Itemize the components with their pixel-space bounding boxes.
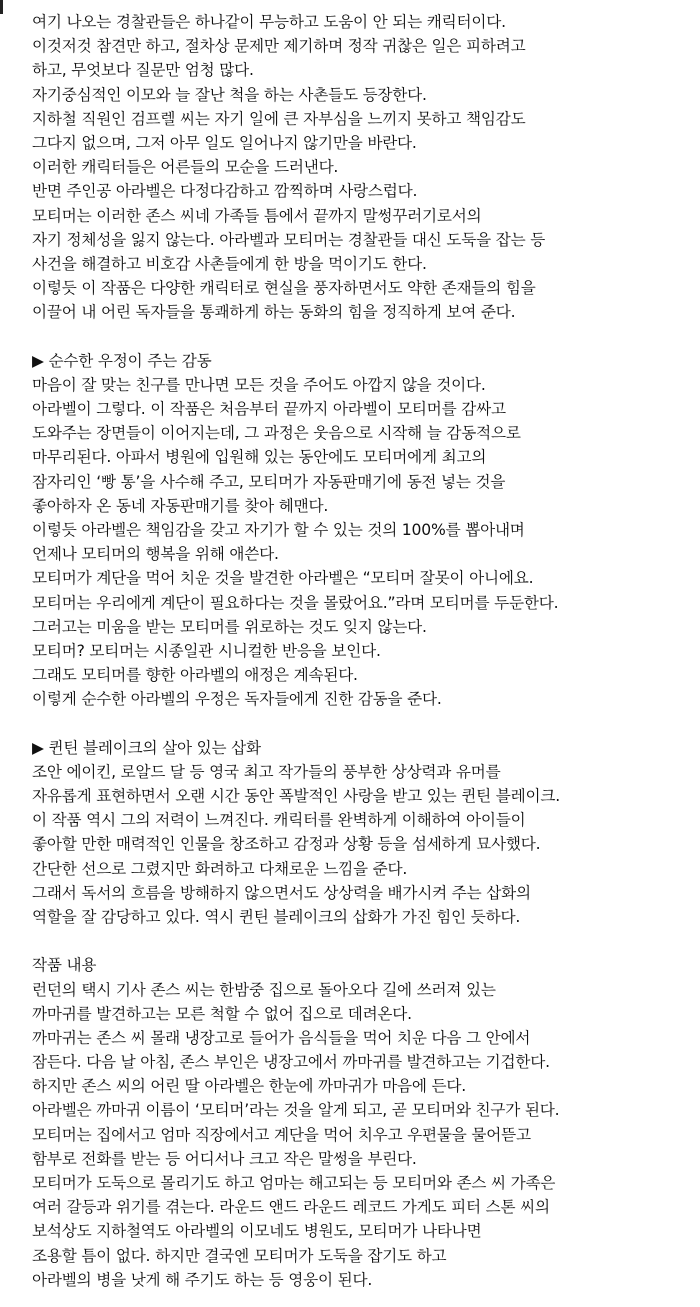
text-line: 잠자리인 ‘빵 통’을 사수해 주고, 모티머가 자동판매기에 동전 넣는 것을 xyxy=(32,472,506,491)
text-line: 아라벨이 그렇다. 이 작품은 처음부터 끝까지 아라벨이 모티머를 감싸고 xyxy=(32,400,506,418)
illustration-section xyxy=(32,736,696,930)
section-heading: ▶ 순수한 우정이 주는 감동 xyxy=(32,351,212,370)
text-line: 모티머는 이러한 존스 씨네 가족들 틈에서 끝까지 말썽꾸러기로서의 xyxy=(32,206,482,225)
text-line: 마무리된다. 아파서 병원에 입원해 있는 동안에도 모티머에게 최고의 xyxy=(32,448,487,467)
text-line: 함부로 전화를 받는 등 어디서나 크고 작은 말썽을 부린다. xyxy=(32,1149,417,1168)
section-heading: ▶ 퀸틴 블레이크의 살아 있는 삽화 xyxy=(32,738,261,757)
text-line: 모티머가 계단을 먹어 치운 것을 발견한 아라벨은 “모티머 잘못이 아니에요. xyxy=(32,569,534,588)
text-line: 좋아하자 온 동네 자동판매기를 찾아 헤맨다. xyxy=(32,496,329,515)
text-line: 반면 주인공 아라벨은 다정다감하고 깜찍하며 사랑스럽다. xyxy=(32,182,418,201)
text-line: 모티머가 도둑으로 몰리기도 하고 엄마는 해고되는 등 모티머와 존스 씨 가족은 xyxy=(32,1174,556,1192)
text-line: 지하철 직원인 검프렐 씨는 자기 일에 큰 자부심을 느끼지 못하고 책임감도 xyxy=(32,109,526,128)
paragraph-gap xyxy=(32,324,696,348)
text-line: 역할을 잘 감당하고 있다. 역시 퀸틴 블레이크의 삽화가 가진 힘인 듯하다. xyxy=(32,907,521,926)
text-line: 조용할 틈이 없다. 하지만 결국엔 모티머가 도둑을 잡기도 하고 xyxy=(32,1246,447,1265)
text-line: 런던의 택시 기사 존스 씨는 한밤중 집으로 돌아오다 길에 쓰러져 있는 xyxy=(32,980,496,999)
text-line: 여러 갈등과 위기를 겪는다. 라운드 앤드 라운드 레코드 가게도 피터 스톤 씨의 xyxy=(32,1198,550,1217)
friendship-section xyxy=(32,349,696,712)
text-line: 언제나 모티머의 행복을 위해 애쓴다. xyxy=(32,545,279,564)
text-line: 이렇듯 아라벨은 책임감을 갖고 자기가 할 수 있는 것의 100%를 뽑아내며 xyxy=(32,520,525,539)
text-line: 조안 에이킨, 로알드 달 등 영국 최고 작가들의 풍부한 상상력과 유머를 xyxy=(32,762,501,781)
text-line: 까마귀를 발견하고는 모른 척할 수 없어 집으로 데려온다. xyxy=(32,1004,412,1023)
text-line: 자기 정체성을 잃지 않는다. 아라벨과 모티머는 경찰관들 대신 도둑을 잡는 등 xyxy=(32,230,546,249)
text-line: 아라벨의 병을 낫게 해 주기도 하는 등 영웅이 된다. xyxy=(32,1270,373,1289)
text-line: 하고, 무엇보다 질문만 엄청 많다. xyxy=(32,61,254,80)
intro-paragraph xyxy=(32,10,696,324)
document-page xyxy=(32,10,696,1292)
text-line: 그러고는 미움을 받는 모티머를 위로하는 것도 잊지 않는다. xyxy=(32,617,427,636)
text-line: 여기 나오는 경찰관들은 하나같이 무능하고 도움이 안 되는 캐릭터이다. xyxy=(32,13,506,31)
text-line: 모티머? 모티머는 시종일관 시니컬한 반응을 보인다. xyxy=(32,641,381,660)
text-line: 마음이 잘 맞는 친구를 만나면 모든 것을 주어도 아깝지 않을 것이다. xyxy=(32,375,486,394)
text-line: 이러한 캐릭터들은 어른들의 모순을 드러낸다. xyxy=(32,158,339,177)
text-line: 이것저것 참견만 하고, 절차상 문제만 제기하며 정작 귀찮은 일은 피하려고 xyxy=(32,37,526,56)
text-line: 이렇듯 이 작품은 다양한 캐릭터로 현실을 풍자하면서도 약한 존재들의 힘을 xyxy=(32,279,536,298)
paragraph-gap xyxy=(32,711,696,735)
section-heading: 작품 내용 xyxy=(32,956,97,975)
text-line: 좋아할 만한 매력적인 인물을 창조하고 감정과 상황 등을 섬세하게 묘사했다. xyxy=(32,835,541,854)
text-line: 모티머는 집에서고 엄마 직장에서고 계단을 먹어 치우고 우편물을 물어뜯고 xyxy=(32,1125,531,1144)
text-line: 그래서 독서의 흐름을 방해하지 않으면서도 상상력을 배가시켜 주는 삽화의 xyxy=(32,883,531,902)
text-line: 이 작품 역시 그의 저력이 느껴진다. 캐릭터를 완벽하게 이해하여 아이들이 xyxy=(32,811,526,830)
text-line: 도와주는 장면들이 이어지는데, 그 과정은 웃음으로 시작해 늘 감동적으로 xyxy=(32,424,521,443)
text-line: 그다지 없으며, 그저 아무 일도 일어나지 않기만을 바란다. xyxy=(32,133,417,152)
text-line: 자유롭게 표현하면서 오랜 시간 동안 폭발적인 사랑을 받고 있는 퀸틴 블레이크. xyxy=(32,787,560,805)
content-section xyxy=(32,953,696,1292)
text-line: 이끌어 내 어린 독자들을 통쾌하게 하는 동화의 힘을 정직하게 보여 준다. xyxy=(32,303,516,322)
text-line: 모티머는 우리에게 계단이 필요하다는 것을 몰랐어요.”라며 모티머를 두둔한다. xyxy=(32,593,559,612)
text-line: 아라벨은 까마귀 이름이 ‘모티머’라는 것을 알게 되고, 곧 모티머와 친구가 된다. xyxy=(32,1101,560,1120)
text-line: 간단한 선으로 그렸지만 화려하고 다채로운 느낌을 준다. xyxy=(32,859,408,878)
text-line: 자기중심적인 이모와 늘 잘난 척을 하는 사촌들도 등장한다. xyxy=(32,85,427,104)
text-line: 그래도 모티머를 향한 아라벨의 애정은 계속된다. xyxy=(32,666,358,685)
text-line: 보석상도 지하철역도 아라벨의 이모네도 병원도, 모티머가 나타나면 xyxy=(32,1222,482,1241)
text-line: 사건을 해결하고 비호감 사촌들에게 한 방을 먹이기도 한다. xyxy=(32,254,427,273)
text-line: 이렇게 순수한 아라벨의 우정은 독자들에게 진한 감동을 준다. xyxy=(32,690,442,709)
text-line: 하지만 존스 씨의 어린 딸 아라벨은 한눈에 까마귀가 마음에 든다. xyxy=(32,1077,467,1096)
text-line: 잠든다. 다음 날 아침, 존스 부인은 냉장고에서 까마귀를 발견하고는 기겁한다. xyxy=(32,1053,550,1072)
paragraph-gap xyxy=(32,929,696,953)
corner-mark xyxy=(0,0,3,14)
text-line: 까마귀는 존스 씨 몰래 냉장고로 들어가 음식들을 먹어 치운 다음 그 안에서 xyxy=(32,1028,531,1047)
